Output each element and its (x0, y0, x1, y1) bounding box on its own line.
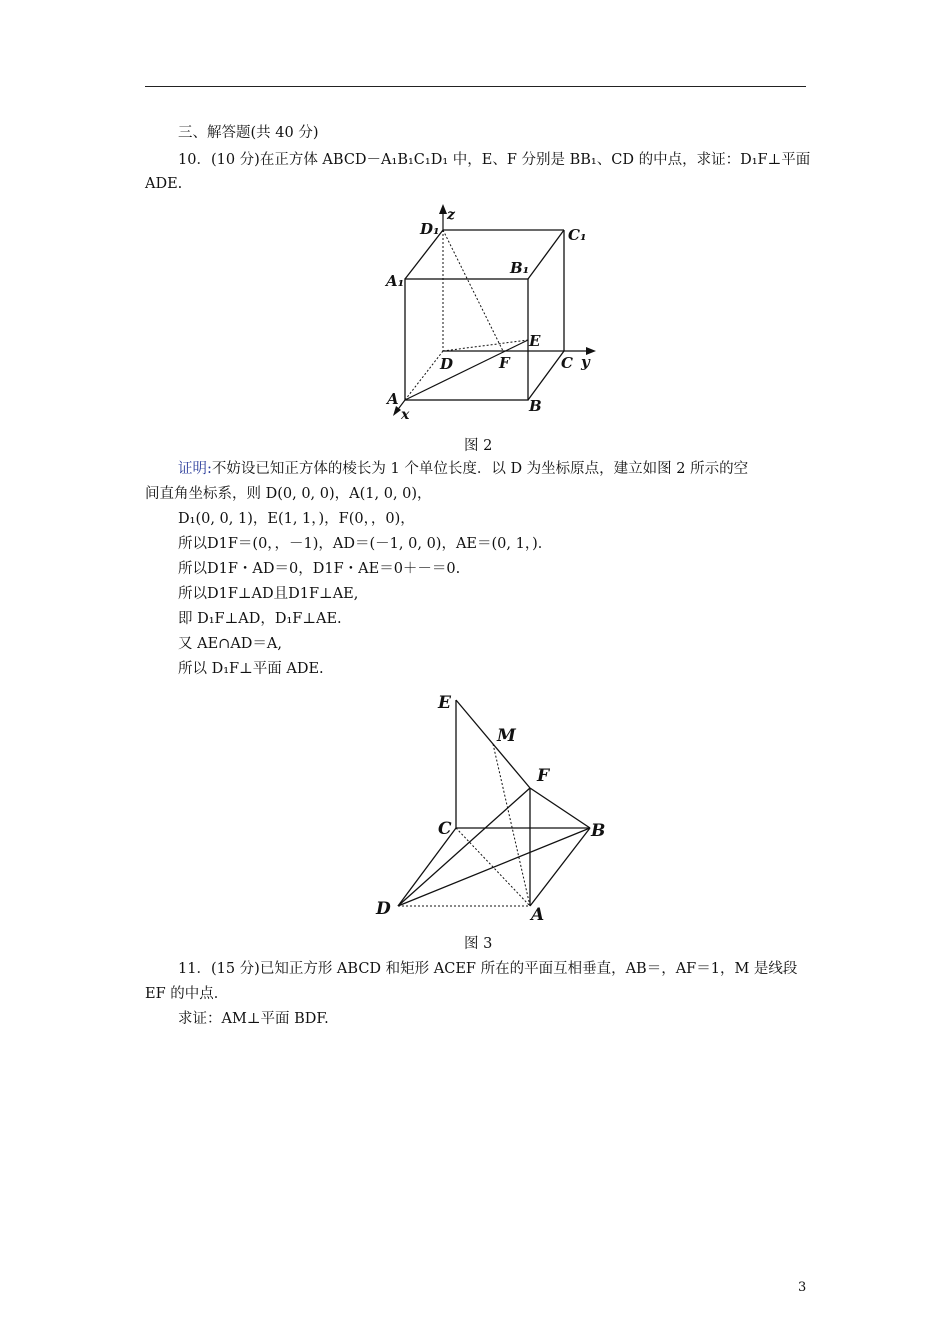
hidden-line-d-e (443, 340, 528, 351)
header-rule (145, 86, 806, 87)
proof-line-7: 即 D₁F⊥AD，D₁F⊥AE. (178, 611, 342, 627)
label-x: x (401, 407, 410, 423)
edge-b1-c1 (528, 230, 564, 279)
dashed-d1-f (443, 230, 503, 351)
label-a: A (531, 905, 545, 925)
question-11-line-3: 求证：AM⊥平面 BDF. (178, 1011, 329, 1027)
label-f: F (537, 766, 550, 786)
label-d: D (376, 899, 391, 919)
proof-line-3: D₁(0, 0, 1)，E(1, 1，)，F(0，，0)， (178, 511, 415, 527)
label-e: E (529, 332, 541, 350)
figure-3-solid (370, 685, 620, 925)
label-b1: B₁ (510, 259, 530, 277)
label-m: M (497, 726, 516, 746)
label-y: y (581, 353, 590, 371)
proof-line-9: 所以 D₁F⊥平面 ADE. (178, 661, 324, 677)
label-f: F (499, 354, 510, 372)
edge-f-d (398, 788, 530, 906)
label-d: D (440, 355, 454, 373)
proof-line-1 (178, 459, 748, 479)
proof-line-4: 所以D1F＝(0，，－1)，AD＝(－1, 0, 0)，AE＝(0, 1，)． (178, 536, 553, 552)
label-e: E (438, 693, 451, 713)
edge-b-c (528, 351, 564, 400)
label-a: A (387, 390, 399, 408)
label-b: B (591, 821, 606, 841)
figure-3-caption: 图 3 (464, 936, 493, 952)
cube-front-face (405, 279, 528, 400)
dashed-c-a (456, 828, 530, 906)
label-c1: C₁ (568, 226, 587, 244)
edge-f-b (530, 788, 590, 828)
proof-line-2: 间直角坐标系，则 D(0, 0, 0)，A(1, 0, 0)， (145, 486, 432, 502)
proof-line-8: 又 AE∩AD＝A, (178, 636, 282, 652)
question-11-line-1: 11．(15 分)已知正方形 ABCD 和矩形 ACEF 所在的平面互相垂直，AB＝，AF＝1，M 是线段 (178, 961, 798, 977)
label-z: z (447, 207, 455, 223)
section-title: 三、解答题(共 40 分) (178, 125, 319, 141)
figure-2-cube (380, 200, 610, 425)
label-a1: A₁ (386, 272, 405, 290)
proof-line-1-text: 不妨设已知正方体的棱长为 1 个单位长度．以 D 为坐标原点，建立如图 2 所示的空 (211, 461, 749, 477)
page-number: 3 (798, 1280, 807, 1295)
label-b: B (529, 397, 542, 415)
question-11-line-2: EF 的中点． (145, 986, 229, 1002)
proof-line-5: 所以D1F・AD＝0，D1F・AE＝0＋－＝0. (178, 561, 461, 577)
figure-2-caption: 图 2 (464, 438, 493, 454)
question-10-line-2: ADE. (145, 176, 183, 192)
hidden-edge-a-d (405, 351, 443, 400)
proof-line-6: 所以D1F⊥AD且D1F⊥AE, (178, 586, 359, 602)
z-axis-arrow (439, 204, 447, 214)
dashed-m-a (493, 744, 530, 906)
proof-label: 证明: (178, 461, 212, 477)
question-10-line-1: 10．(10 分)在正方体 ABCD－A₁B₁C₁D₁ 中，E、F 分别是 BB₁、CD 的中点，求证：D₁F⊥平面 (178, 152, 811, 168)
label-d1: D₁ (420, 220, 440, 238)
label-c: C (561, 354, 573, 372)
label-c: C (438, 819, 452, 839)
